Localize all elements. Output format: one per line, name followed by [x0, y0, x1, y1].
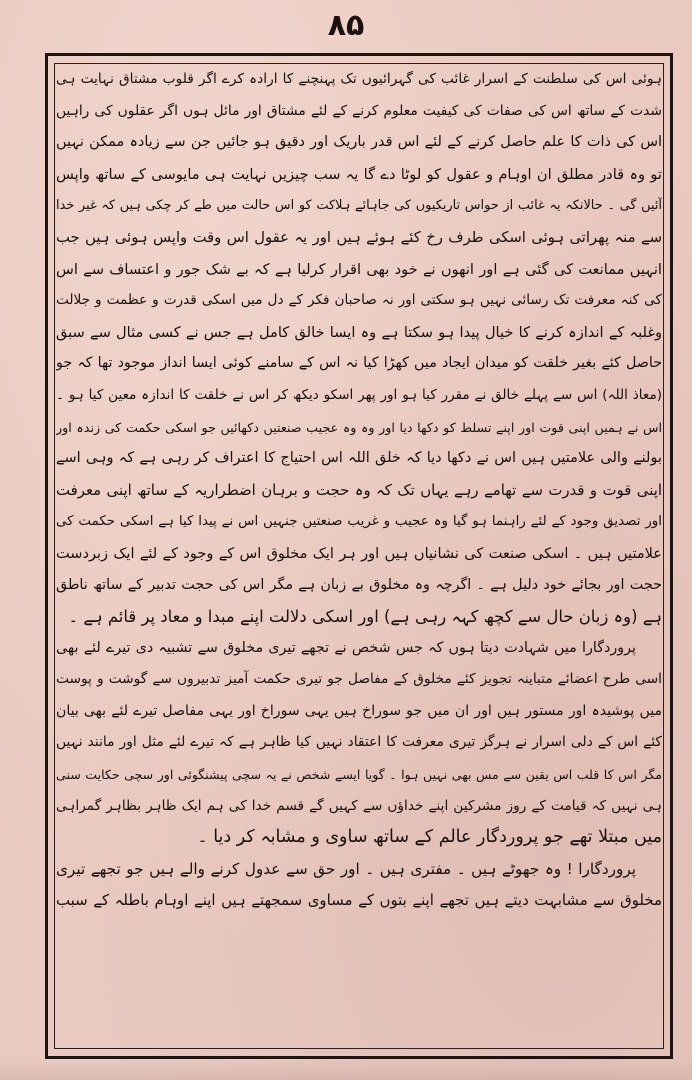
text-line: شدت کے ساتھ اس کی صفات کی کیفیت معلوم کرنے کے لئے مشتاق اور مائل ہوں اگر عقلوں کی راہیں — [56, 102, 662, 119]
text-line: بولنے والی علامتیں ہیں اس نے دکھا دیا کہ خلق اللہ اس احتیاج کا اعتراف کر رہی ہے کہ وہی اسے — [56, 450, 662, 467]
text-line: تو وہ قادر مطلق ان اوہام و عقول کو لوٹا دے گا یہ سب چیزیں نہایت ہی مایوسی کے ساتھ واپس — [56, 165, 662, 183]
text-line: حجت اور بجائے خود دلیل ہے ۔ اگرچہ وہ مخلوق بے زبان ہے مگر اس کی حجت تدبیر کے ساتھ ناطق — [56, 576, 662, 593]
text-line: ہے (وہ زبان حال سے کچھ کہہ رہی ہے) اور اسکی دلالت اپنے مبدا و معاد پر قائم ہے ۔ — [68, 607, 662, 627]
text-line: مگر اس کا قلب اس یقین سے مس بھی نہیں ہوا ۔ گویا ایسے شخص نے یہ سچی پیشنگوئی اور سچی حکایت سنی — [56, 767, 662, 783]
text-line: انہیں ممانعت کی گئی ہے اور انھوں نے خود بھی اقرار کرلیا ہے کہ بے شک جور و اعتساف سے اس — [56, 260, 662, 278]
text-line: کئے اس کے دلی اسرار نے ہرگز تیری معرفت کا اعتقاد نہیں کیا ظاہر ہے کہ تیرے لئے مثل اور مانند نہیں — [56, 734, 662, 751]
body-text — [56, 64, 662, 917]
text-line: اپنی قوت و قدرت سے تھامے رہے یہاں تک کہ وہ حجت و برہان اضطراریہ کے ساتھ اپنی معرفت — [56, 480, 662, 499]
page-border-outer — [45, 53, 673, 1059]
text-line: میں پوشیدہ اور مستور ہیں اور ان میں جو سوراخ ہیں یہی سوراخ اور یہی مفاصل تیرے لئے بھی بیان — [56, 702, 662, 719]
text-line: وغلبہ کے اندازہ کرنے کا خیال پیدا ہو سکتا ہے وہ ایسا خالق کامل ہے جس نے کسی مثال سے سبق — [56, 323, 662, 341]
text-line: اس کی ذات کا علم حاصل کرنے کے لئے اس قدر باریک اور دقیق ہو جائیں جن سے زیادہ ممکن نہیں — [56, 134, 662, 151]
text-line: پروردگارا ! وہ جھوٹے ہیں ۔ مفتری ہیں ۔ اور حق سے عدول کرنے والے ہیں جو تجھے تیری — [56, 859, 636, 878]
text-line: (معاذ اللہ) اس سے پہلے خالق نے مقرر کیا ہو اور پھر اسکو دیکھ کر اس نے خلقت کا اندازہ معین کیا ہو ۔ — [56, 386, 662, 403]
text-line: اس نے ہمیں اپنی قوت اور اپنے تسلط کو دکھا دیا اور وہ وہ عجیب صنعتیں دکھائیں جو اسکی حکمت کی زندہ اور — [56, 419, 662, 435]
text-line: ہوئی اس کی سلطنت کے اسرار غائب کی گہرائیوں تک پہنچنے کا ارادہ کرے اگر قلوب مشتاق نہایت ہی — [56, 71, 662, 87]
text-line: پروردگارا میں شہادت دیتا ہوں کہ جس شخص نے تجھے تیری مخلوق سے تشبیہ دی تیرے لئے بھی — [56, 639, 636, 656]
text-line: آئیں گی ۔ حالانکہ یہ غائب از حواس تاریکیوں کی جاہائے ہلاکت کو اس حالت میں طے کر چکی ہیں کہ غیر خدا — [56, 198, 662, 214]
text-line: سے منہ پھراتی ہوئی اسکی طرف رخ کئے ہوئے ہیں اور یہ عقول اس وقت واپس ہوئی ہیں جب — [56, 228, 662, 246]
text-line: کی کنہ معرفت تک رسائی نہیں ہو سکتی اور نہ صاحبان فکر کے دل میں اسکی قدرت و عظمت و جلالت — [56, 292, 662, 309]
text-line: میں مبتلا تھے جو پروردگار عالم کے ساتھ ساوی و مشابہ کر دیا ۔ — [197, 827, 662, 848]
text-line: حاصل کئے بغیر خلقت کو میدان ایجاد میں کھڑا کیا نہ اس کے سامنے کوئی ایسا انداز موجود تھا کہ جو — [56, 355, 662, 372]
text-line: اسی طرح اعضائے متباینہ تجویز کئے مخلوق کے مفاصل جو تیری حکمت آمیز تدبیروں سے گوشت و پوست — [56, 671, 662, 688]
page-number: ۸۵ — [327, 8, 365, 43]
text-line: علامتیں ہیں ۔ اسکی صنعت کی نشانیاں ہیں اور ہر ایک مخلوق اس کے وجود کے لئے ایک زبردست — [56, 544, 662, 562]
text-line: اور تصدیق وجود کے لئے راہنما ہو گیا وہ عجیب و غریب صنعتیں جنہیں اس نے پیدا کیا ہے اسکی حکمت کی — [56, 514, 662, 530]
text-line: ہی نہیں کہ قیامت کے روز مشرکین اپنے خداؤں سے کہیں گے قسم خدا کی ہم ایک ظاہر بظاہر گمراہی — [56, 797, 662, 814]
text-line: مخلوق سے مشابہت دیتے ہیں تجھے اپنے بتوں کے مساوی سمجھتے ہیں اپنے اوہام باطلہ کے سبب — [56, 891, 662, 910]
page-bottom-shade — [0, 1060, 692, 1080]
